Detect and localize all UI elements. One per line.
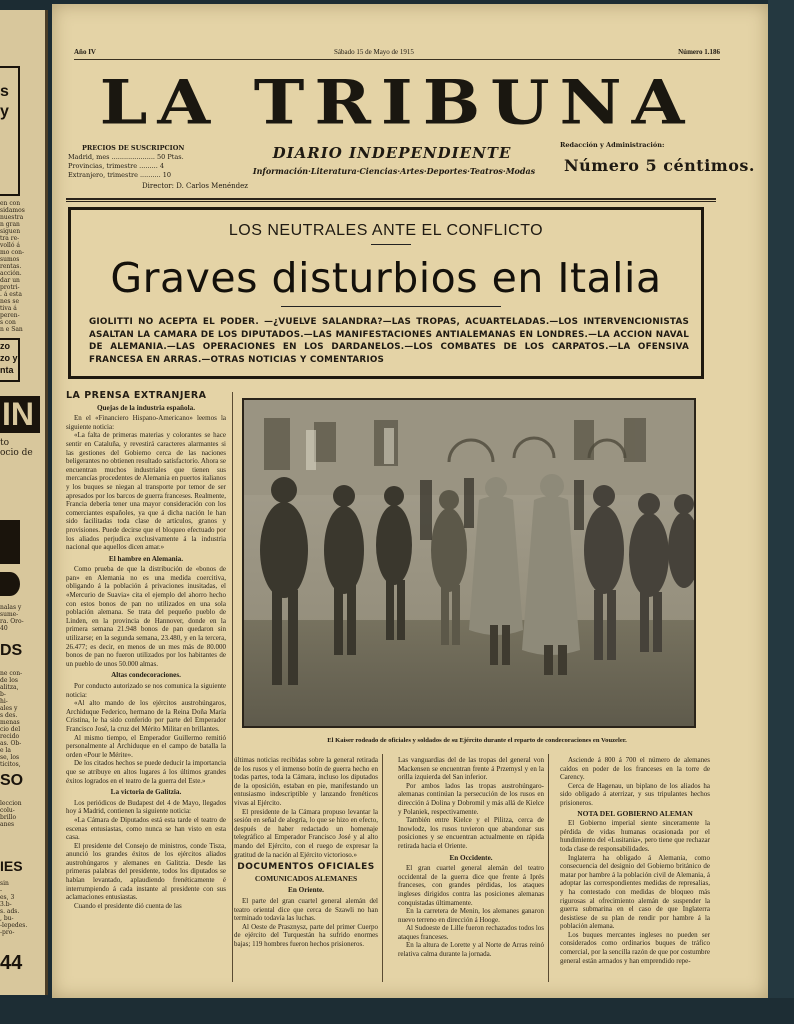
paragraph: «Al alto mando de los ejércitos austrohúngaros, Archiduque Federico, hermano de la Reina Doña María Cristina, le ha sido conferido por parte del Emperador Francisco José, la cruz del Mérito Militar en brillantes.: [66, 699, 226, 733]
price-row: Provincias, trimestre ......... 4: [68, 162, 164, 170]
photo-caption: El Kaiser rodeado de oficiales y soldados de su Ejército durante el reparto de condecoraciones en Vouzeler.: [327, 737, 627, 744]
kicker-rule: [371, 244, 411, 245]
headline-summary: GIOLITTI NO ACEPTA EL PODER. —¿VUELVE SALANDRA?—LAS TROPAS, ACUARTELADAS.—LOS INTERVENCIONISTAS ASALTAN LA CAMARA DE LOS DIPUTADOS.—LAS MANIFESTACIONES ANTIALEMANAS EN LONDRES.—LA ACCION NAVAL DE ALEMANIA.—LAS OPERACIONES EN LOS DARDANELOS.—LOS COMBATES DE LOS CARPATOS.—LA OFENSIVA FRANCESA EN ARRAS.—OTRAS NOTICIAS Y COMENTARIOS: [89, 317, 689, 365]
paragraph: Al mismo tiempo, el Emperador Guillermo remitió personalmente al Archiduque en el campo de batalla la orden «Pour le Mérite».: [66, 733, 226, 759]
paragraph: «La falta de primeras materias y colorantes se hace sentir en Cataluña, y revestirá caracteres alarmantes si las gestiones del Gobierno cerca de las naciones beligerantes no obtienen resultado satisfactorio. Ahora se encuentran muchos industriales que tienen sus mercancías procedentes de Alemania en puertos italianos y los buques se niegan al transporte por temor de ser apresados por los barcos de guerra franceses. Realmente, Francia debería tener una mayor consideración con los comerciantes españoles, ya que á dicha nación le han sido facilitadas toda clase de artículos, granos y provisiones. Puede decirse que el bloqueo efectuado por los aliados perjudica exclusivamente á la industria nacional que aquellos dicen amar.»: [66, 431, 226, 552]
paragraph: Al Sudoeste de Lille fueron rechazados todos los ataques franceses.: [398, 924, 544, 941]
paragraph: Por ambos lados las tropas austrohúngaro-alemanas continúan la persecución de los rusos en dirección á Dolina y Dobromil y más allá de Kielce y Polaniek, respectivamente.: [398, 781, 544, 816]
column-documentos-oficiales: [234, 756, 378, 980]
column-comunicados: [398, 756, 544, 980]
column-nota-gobierno: [560, 756, 710, 980]
paragraph: últimas noticias recibidas sobre la general retirada de los rusos y el inmenso botín de guerra hecho en todas partes, toda la Cámara, incluso los diputados de la oposición, estaban en pie, manifestando un entusiasmo indescriptible y lanzando frenéticos vivas al Ejército.: [234, 756, 378, 807]
paragraph: El presidente del Consejo de ministros, conde Tisza, anunció los grandes éxitos de los ejércitos aliados austrohúngaros y alemanes en Galitzia. Desde las primeras palabras del presidente, todos los diputados se habían levantado, aplaudiendo frenéticamente é interrumpiendo á cada instante al presidente con sus aclamaciones entusiastas.: [66, 841, 226, 902]
photo-illustration: [244, 400, 696, 728]
left-fragment-mark: [0, 572, 20, 596]
paragraph: El parte del gran cuartel general alemán del teatro oriental dice que cerca de Szawli no han terminado todavía las luchas.: [234, 896, 378, 923]
paragraph: «La Cámara de Diputados está esta tarde el teatro de escenas entusiastas, como nunca se han visto en esta casa.: [66, 815, 226, 842]
section-heading: LA PRENSA EXTRANJERA: [66, 390, 207, 401]
left-fragment-text: zo zo y nta: [0, 341, 18, 375]
subheading: En Occidente.: [449, 853, 493, 862]
subheading: En Oriente.: [288, 886, 324, 895]
headline-rule: [281, 306, 501, 307]
kaiser-photo: [242, 398, 696, 728]
subscription-prices: [68, 144, 228, 180]
issue-number: Número 1.186: [678, 48, 720, 56]
subheading: COMUNICADOS ALEMANES: [254, 873, 358, 883]
left-fragment-lines: en con sidamos nuestra n gran siguen tra re- volló á mo con- sumos rentas. acción. dar un protri- . á esta nes se tiva á peren- s con n e San: [0, 200, 25, 333]
newspaper-title: LA TRIBUNA: [99, 67, 695, 139]
column-divider: [548, 754, 549, 982]
section-heading: NOTA DEL GOBIERNO ALEMAN: [577, 808, 693, 818]
paragraph: Los periódicos de Budapest del 4 de Mayo, llegados hoy á Madrid, contienen la siguiente noticia:: [66, 798, 226, 816]
subheading: El hambre en Alemania.: [108, 554, 184, 563]
paragraph: Inglaterra ha obligado á Alemania, como consecuencia del designio del Gobierno británico de matar por hambre á la población civil de Alemania, á adoptar las correspondientes medidas de represalias, y ha contestado con medidas de bloqueo más rigurosas al ofrecimiento alemán de suspender la guerra submarina en el caso de que Inglaterra desistiese de su plan de rendir por hambre á la población alemana.: [560, 853, 710, 931]
paragraph: Los buques mercantes ingleses no pueden ser considerados como ordinarios buques de tráfico comercial, por la sencilla razón de que por costumbre general están armados y han emprendido repe-: [560, 930, 710, 965]
paragraph: También entre Kielce y el Pilitza, cerca de Inowlodz, los rusos tuvieron que abandonar sus posiciones y se encuentran actualmente en rápida retirada hacia el Oriente.: [398, 816, 544, 850]
paragraph: En el «Financiero Hispano-Americano» leemos la siguiente noticia:: [66, 414, 226, 431]
subheading: Altas condecoraciones.: [111, 671, 181, 680]
adjacent-page-fragment: [0, 10, 48, 995]
paragraph: En la altura de Lorette y al Norte de Arras reinó relativa calma durante la jornada.: [398, 941, 544, 959]
newspaper-page: [52, 4, 768, 998]
paragraph: De los citados hechos se puede deducir la importancia que se atribuye en altos lugares á los últimos grandes éxitos logrados en el teatro de la guerra del Este.»: [66, 759, 226, 785]
sections-line: Información·Literatura·Ciencias·Artes·Deportes·Teatros·Modas: [252, 166, 536, 176]
left-box-frame: [0, 520, 20, 564]
paragraph: Al Oeste de Prasznysz, parte del primer Cuerpo de ejército del Turquestán ha sufrido enormes bajas; 119 hombres fueron hechos prisioneros.: [234, 922, 378, 948]
paragraph: Cuando el presidente dió cuenta de las: [74, 901, 182, 910]
subheading: La victoria de Galitzia.: [110, 788, 182, 797]
paragraph: El gran cuartel general alemán del teatro occidental de la guerra dice que frente á Iprés franceses, con grandes pérdidas, los ataques ingleses dirigidos contra las posiciones alemanas conquistadas últimamente.: [398, 864, 544, 907]
section-heading: DOCUMENTOS OFICIALES: [237, 862, 375, 873]
paragraph: En la carretera de Menin, los alemanes ganaron nuevo terreno en dirección á Hooge.: [398, 907, 544, 924]
headline-title: Graves disturbios en Italia: [110, 254, 662, 302]
left-fragment-lines: ne con- de los alitza, b- hi- ales y s des. menas cio del recido as. Ob- e la se, los ticitos,: [0, 670, 23, 768]
paragraph: Por conducto autorizado se nos comunica la siguiente noticia:: [66, 682, 226, 699]
left-fragment-text: DS: [0, 642, 23, 659]
newspaper-subtitle: DIARIO INDEPENDIENTE: [272, 144, 512, 162]
price-row: Extranjero, trimestre .......... 10: [68, 171, 171, 179]
left-fragment-text: IN: [0, 396, 40, 433]
left-fragment-lines: leccion colu- brillo anes: [0, 800, 22, 828]
left-fragment-text: s y: [0, 83, 9, 120]
paragraph: Las vanguardias del de las tropas del general von Mackensen se encuentran frente á Przemysl y en la orilla izquierda del San inferior.: [398, 756, 544, 782]
paragraph: Asciende á 800 á 700 el número de alemanes caídos en poder de los franceses en la torre de Carency.: [560, 756, 710, 782]
price-label: Número 5 céntimos.: [564, 156, 755, 175]
column-divider: [232, 392, 233, 982]
left-fragment-lines: nalas y sume- ra. Oro- 40: [0, 604, 24, 632]
paragraph: El presidente de la Cámara propuso levantar la sesión en señal de alegría, lo que se hizo en efecto, después de haber redactado un homenaje telegráfico al Emperador Francisco José y al alto mando del Ejército, con el ruego de expresar la gratitud de la nación al Ejército victorioso.»: [234, 807, 378, 859]
paragraph: El Gobierno imperial siente sinceramente la pérdida de vidas humanas ocasionada por el hundimiento del «Lusitania», pero tiene que rechazar toda clase de responsabilidades.: [560, 819, 710, 853]
left-fragment-lines: sin - es, 3 3.b- s. ads. , bu- -lepedes. -pro-: [0, 880, 28, 936]
director-line: Director: D. Carlos Menéndez: [142, 182, 248, 190]
left-fragment-text: IES: [0, 858, 23, 874]
date-label: Sábado 15 de Mayo de 1915: [334, 48, 414, 56]
masthead-meta-row: [74, 46, 720, 60]
prices-heading: PRECIOS DE SUSCRIPCION: [82, 144, 185, 152]
paragraph: Cerca de Hagenau, un biplano de los aliados ha sido obligado á aterrizar, y sus tripulantes hechos prisioneros.: [560, 781, 710, 807]
price-row: Madrid, mes ..................... 50 Ptas.: [68, 153, 184, 161]
headline-kicker: LOS NEUTRALES ANTE EL CONFLICTO: [228, 222, 544, 239]
masthead-rule: [66, 198, 716, 202]
left-fragment-lines: to ocio de: [0, 438, 33, 458]
left-fragment-text: 44: [0, 952, 23, 974]
admin-label: Redacción y Administración:: [560, 141, 665, 149]
column-prensa-extranjera: [66, 388, 226, 983]
paragraph: Como prueba de que la distribución de «bonos de pan» en Alemania no es una medida coercitiva, obligando á la población á privaciones inusitadas, el «Mercurio de Suavia» cita el ejemplo del ahorro hecho con estos bonos de pan no utilizados en una sola población alemana. Se trata del pequeño pueblo de Linden, en la provincia de Hannover, donde en la primera semana 21.948 bonos de pan quedaron sin utilizarse; en la segunda semana, 23.480, y en la tercera, 26.477; es decir, en menos de un mes más de 80.000 bonos de pan no fueron utilizados por los habitantes de un pueblo de unos 50.000 almas.: [66, 565, 226, 668]
column-divider: [382, 754, 383, 982]
subheading: Quejas de la industria española.: [96, 403, 196, 412]
background-strip: [0, 998, 794, 1024]
headline-box: [68, 207, 704, 379]
left-fragment-text: SO: [0, 772, 24, 789]
year-label: Año IV: [74, 48, 96, 56]
background-edge: [768, 0, 794, 1024]
